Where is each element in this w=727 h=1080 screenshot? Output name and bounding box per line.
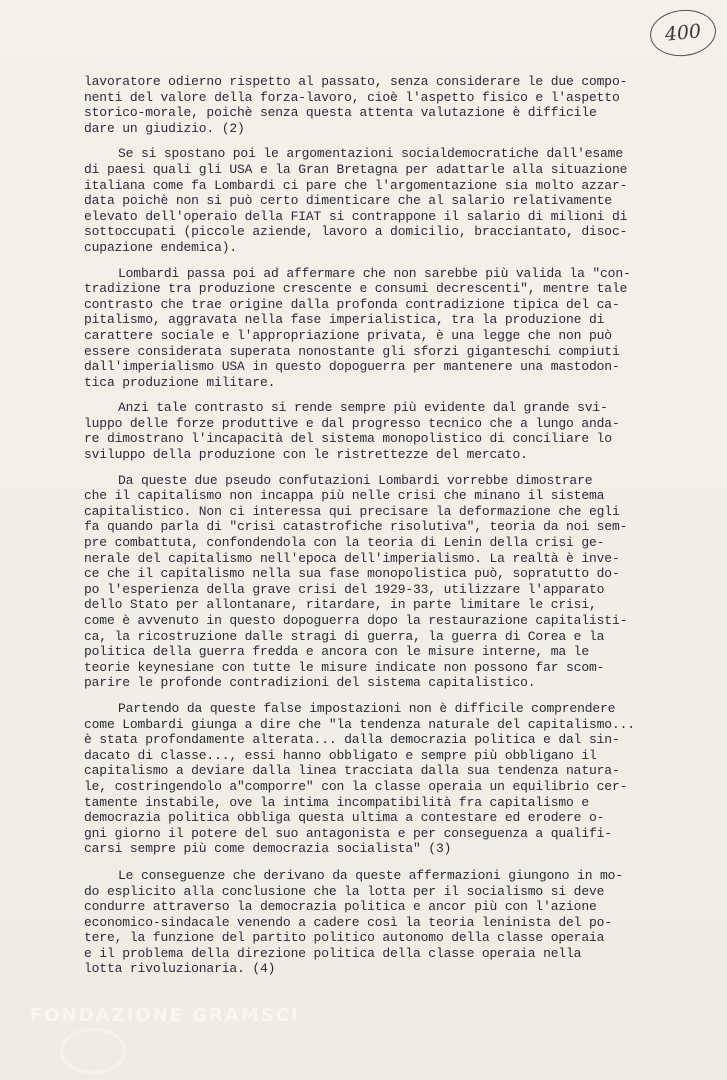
paragraph-3 <box>84 266 704 391</box>
text-line: essere considerata superata nonostante gli sforzi giganteschi compiuti <box>84 343 620 359</box>
text-line: come è avvenuto in questo dopoguerra dopo la restaurazione capitalisti- <box>84 613 628 628</box>
text-line: democrazia politica obbliga questa ultima a contestare ed erodere o- <box>84 810 605 826</box>
paragraph-6 <box>84 701 704 857</box>
text-line: nerale del capitalismo nell'epoca dell'imperialismo. La realtà è inve- <box>84 550 620 566</box>
paragraph-2 <box>84 146 704 255</box>
text-line: Lombardi passa poi ad affermare che non sarebbe più valida la "con- <box>118 265 631 281</box>
text-line: sviluppo della produzione con le ristrettezze del mercato. <box>84 447 528 463</box>
text-line: tradizione tra produzione crescente e consumi decrescenti", mentre tale <box>84 281 628 297</box>
text-line: tica produzione militare. <box>84 374 276 390</box>
text-line: dello Stato per allontanare, ritardare, in parte limitare le crisi, <box>84 597 597 613</box>
text-line: po l'esperienza della grave crisi del 1929-33, utilizzare l'apparato <box>84 581 605 597</box>
text-line: data poichè non si può certo dimenticare che al salario relativamente <box>84 193 612 209</box>
text-line: condurre attraverso la democrazia politica e ancor più con l'azione <box>84 899 597 915</box>
text-line: gni giorno il potere del suo antagonista e per conseguenza a qualifi- <box>84 825 612 841</box>
text-line: ca, la ricostruzione dalle stragi di guerra, la guerra di Corea e la <box>84 628 605 644</box>
text-line: come Lombardi giunga a dire che "la tendenza naturale del capitalismo... <box>84 716 635 732</box>
text-line: fa quando parla di "crisi catastrofiche risolutiva", teoria da noi sem- <box>84 519 628 535</box>
paragraph-7 <box>84 868 704 977</box>
paragraph-5 <box>84 473 704 691</box>
text-line: cupazione endemica). <box>84 239 238 255</box>
text-line: do esplicito alla conclusione che la lotta per il socialismo si deve <box>84 883 605 899</box>
text-line: Le conseguenze che derivano da queste affermazioni giungono in mo- <box>118 867 623 883</box>
paragraph-4 <box>84 400 704 462</box>
text-line: contrasto che trae origine dalla profonda contradizione tipica del ca- <box>84 296 620 312</box>
text-line: Partendo da queste false impostazioni non è difficile comprendere <box>118 700 616 716</box>
text-line: Anzi tale contrasto si rende sempre più evidente dal grande svi- <box>118 400 608 416</box>
paragraph-1 <box>84 74 704 136</box>
text-line: di paesi quali gli USA e la Gran Bretagna per adattarle alla situazione <box>84 161 628 177</box>
text-line: luppo delle forze produttive e dal progresso tecnico che a lungo anda- <box>84 415 620 431</box>
text-line: dall'imperialismo USA in questo dopoguerra per mantenere una mastodon- <box>84 359 620 375</box>
text-line: pre combattuta, confondendola con la teoria di Lenin della crisi ge- <box>84 535 605 551</box>
text-line: sottoccupati (piccole aziende, lavoro a domicilio, bracciantato, disoc- <box>84 224 628 240</box>
text-line: carsi sempre più come democrazia socialista" (3) <box>84 841 452 857</box>
text-line: parire le profonde contradizioni del sistema capitalistico. <box>84 675 536 691</box>
text-line: e il problema della direzione politica della classe operaia nella <box>84 945 582 961</box>
text-line: dare un giudizio. (2) <box>84 120 245 136</box>
page-number-stamp: 400 <box>648 7 718 60</box>
text-line: capitalistico. Non ci interessa qui precisare la deformazione che egli <box>84 503 620 519</box>
text-line: lotta rivoluzionaria. (4) <box>84 961 276 977</box>
text-line: teorie keynesiane con tutte le misure indicate non possono far scom- <box>84 659 605 675</box>
text-line: Da queste due pseudo confutazioni Lombardi vorrebbe dimostrare <box>118 472 593 488</box>
text-line: politica della guerra fredda e ancora con le misure interne, ma le <box>84 644 589 660</box>
text-line: economico-sindacale venendo a cadere così la teoria leninista del po- <box>84 914 612 930</box>
text-line: tere, la funzione del partito politico autonomo della classe operaia <box>84 930 605 946</box>
text-line: Se si spostano poi le argomentazioni socialdemocratiche dall'esame <box>118 146 623 162</box>
text-line: storico-morale, poichè senza questa attenta valutazione è difficile <box>84 105 597 121</box>
text-line: ce che il capitalismo nella sua fase monopolistica può, sopratutto do- <box>84 566 620 582</box>
text-line: elevato dell'operaio della FIAT si contrappone il salario di milioni di <box>84 208 628 224</box>
text-line: è stata profondamente alterata... dalla democrazia politica e dal sin- <box>84 732 620 748</box>
text-line: carattere sociale e l'appropriazione privata, è una legge che non può <box>84 327 612 343</box>
text-line: lavoratore odierno rispetto al passato, senza considerare le due compo- <box>84 74 628 89</box>
text-line: pitalismo, aggravata nella fase imperialistica, tra la produzione di <box>84 312 605 328</box>
text-line: dacato di classe..., essi hanno obbligato e sempre più obbligano il <box>84 747 597 763</box>
text-line: che il capitalismo non incappa più nelle crisi che minano il sistema <box>84 488 605 504</box>
document-body <box>84 74 704 977</box>
text-line: le, costringendolo a"comporre" con la classe operaia un equilibrio cer- <box>84 778 628 794</box>
text-line: tamente instabile, ove la intima incompatibilità fra capitalismo e <box>84 794 589 810</box>
archive-watermark: FONDAZIONE GRAMSCI <box>30 1005 300 1026</box>
text-line: capitalismo a deviare dalla linea tracciata dalla sua tendenza natura- <box>84 763 620 779</box>
watermark-emblem-icon <box>60 1028 126 1074</box>
text-line: re dimostrano l'incapacità del sistema monopolistico di conciliare lo <box>84 431 612 447</box>
text-line: italiana come fa Lombardi ci pare che l'argomentazione sia molto azzar- <box>84 177 628 193</box>
text-line: nenti del valore della forza-lavoro, cioè l'aspetto fisico e l'aspetto <box>84 89 620 105</box>
